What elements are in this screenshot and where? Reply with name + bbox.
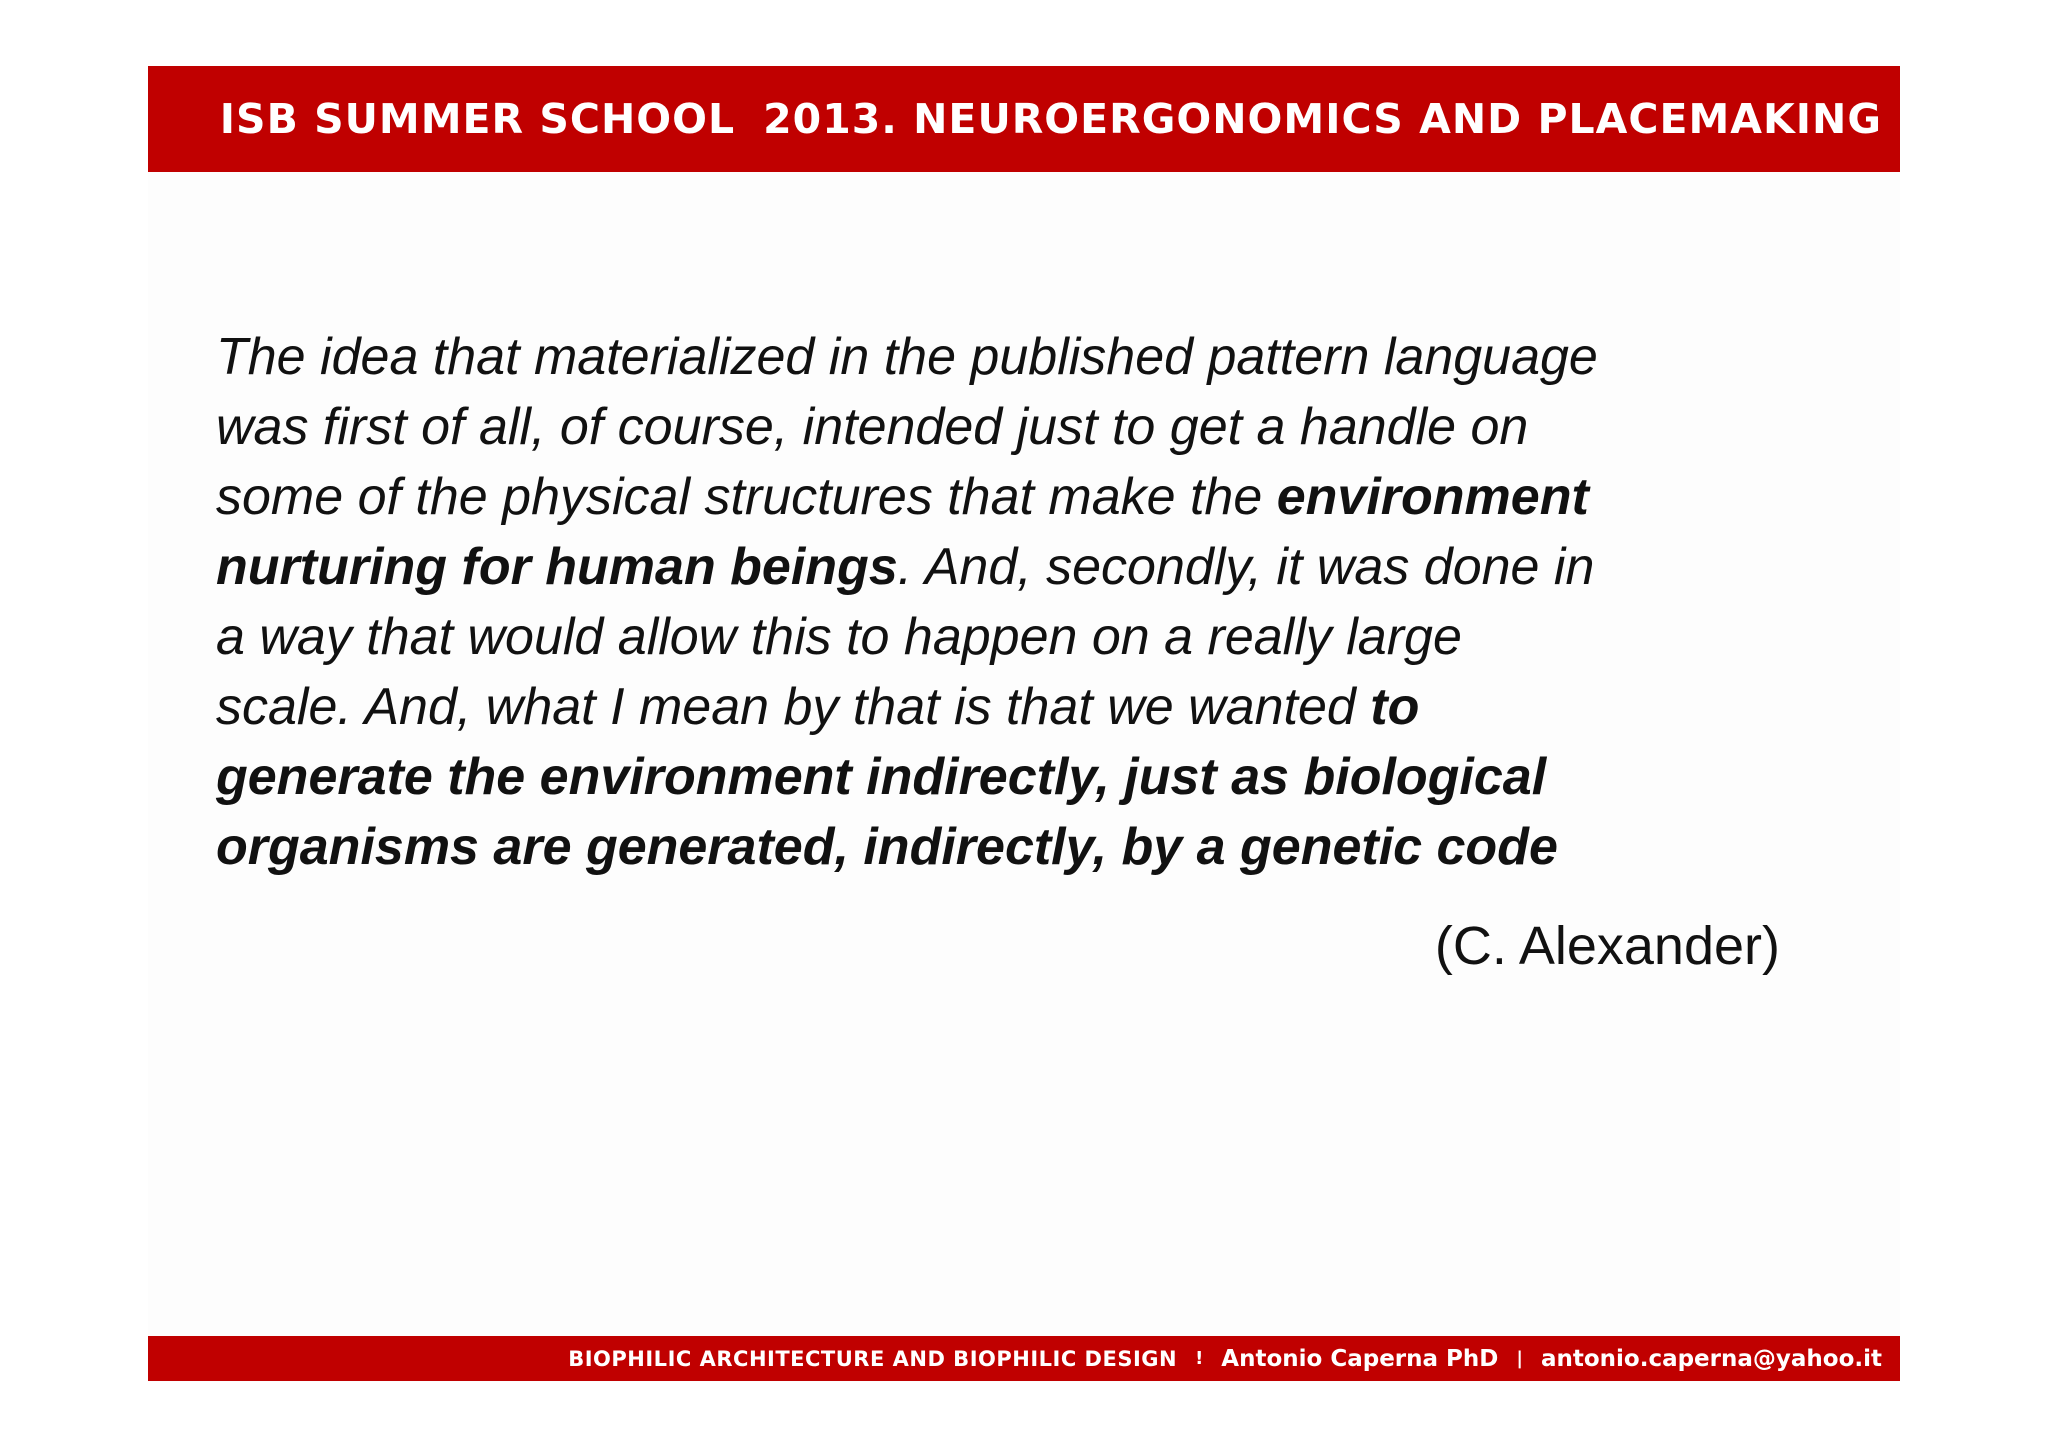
footer-separator: ! bbox=[1195, 1348, 1204, 1369]
quote-text bbox=[216, 322, 1816, 882]
quote-emphasis: nurturing for human beings bbox=[216, 538, 898, 596]
quote-segment: . And, secondly, it was done in bbox=[897, 538, 1595, 596]
footer-topic: BIOPHILIC ARCHITECTURE AND BIOPHILIC DESIGN bbox=[568, 1346, 1178, 1371]
quote-emphasis: organisms are generated, indirectly, by a genetic code bbox=[216, 818, 1558, 876]
quote-line bbox=[216, 462, 1816, 532]
title-school: ISB SUMMER SCHOOL bbox=[219, 95, 736, 143]
quote-segment: a way that would allow this to happen on a really large bbox=[216, 608, 1462, 666]
title-topic: 2013. NEUROERGONOMICS AND PLACEMAKING bbox=[763, 95, 1882, 143]
footer-bar bbox=[148, 1336, 1900, 1381]
quote-segment: some of the physical structures that make the bbox=[216, 468, 1277, 526]
quote-line bbox=[216, 742, 1816, 812]
quote-line bbox=[216, 322, 1816, 392]
quote-line bbox=[216, 672, 1816, 742]
footer-separator: | bbox=[1516, 1348, 1523, 1369]
header-bar bbox=[148, 66, 1900, 172]
quote-emphasis: generate the environment indirectly, just as biological bbox=[216, 748, 1547, 806]
quote-emphasis: to bbox=[1370, 678, 1420, 736]
footer-email: antonio.caperna@yahoo.it bbox=[1540, 1345, 1882, 1372]
quote-emphasis: environment bbox=[1276, 468, 1589, 526]
quote-line bbox=[216, 602, 1816, 672]
quote-segment: The idea that materialized in the published pattern language bbox=[216, 328, 1598, 386]
quote-attribution: (C. Alexander) bbox=[1434, 916, 1780, 976]
quote-line bbox=[216, 532, 1816, 602]
quote-segment: was first of all, of course, intended just to get a handle on bbox=[216, 398, 1529, 456]
quote-line bbox=[216, 392, 1816, 462]
slide-title bbox=[220, 95, 1882, 143]
quote-segment: scale. And, what I mean by that is that we wanted bbox=[216, 678, 1371, 736]
footer-author: Antonio Caperna PhD bbox=[1221, 1345, 1499, 1372]
quote-line bbox=[216, 812, 1816, 882]
